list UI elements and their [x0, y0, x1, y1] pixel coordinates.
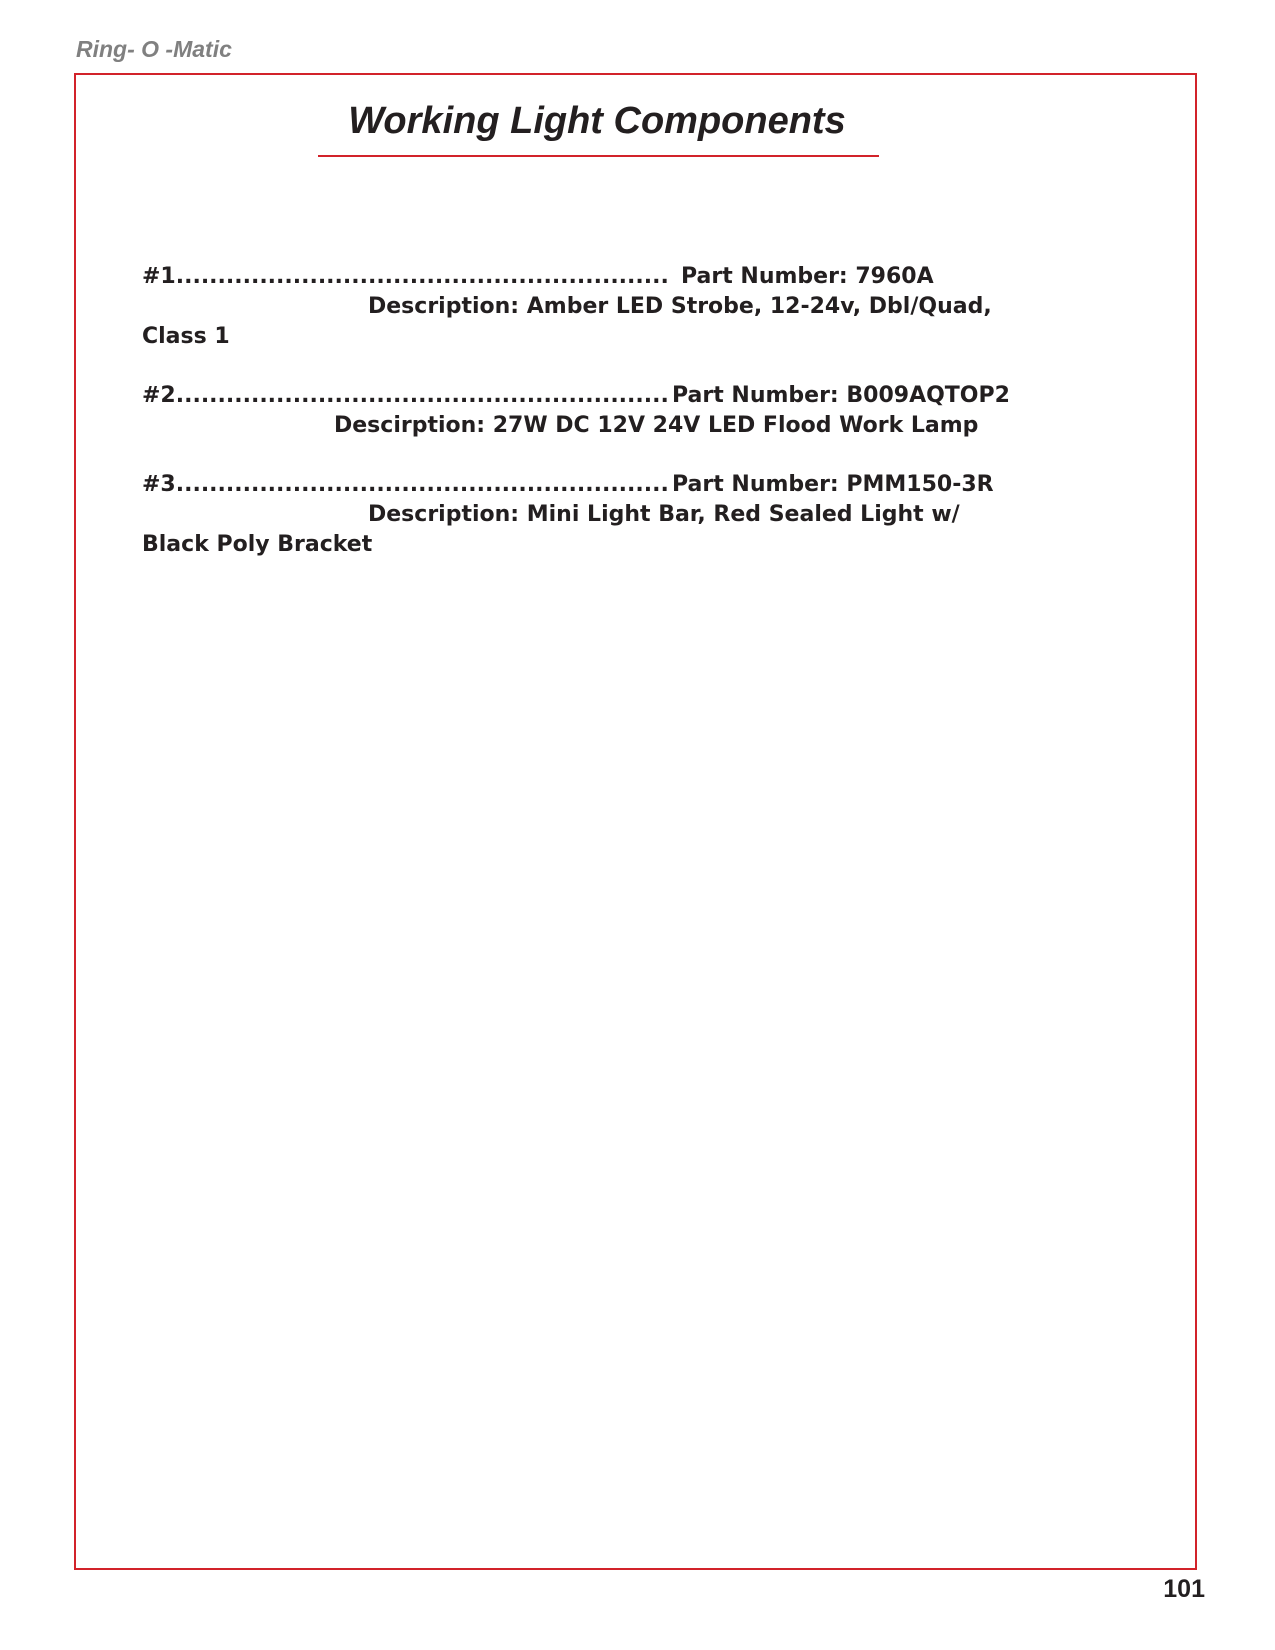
component-3-part-number: Part Number: PMM150-3R — [672, 472, 994, 497]
brand-header: Ring- O -Matic — [76, 36, 232, 62]
component-3-description-continuation: Black Poly Bracket — [142, 532, 373, 557]
component-3-description: Description: Mini Light Bar, Red Sealed Light w/ — [368, 502, 960, 527]
page-title: Working Light Components — [348, 100, 846, 142]
component-1-part-number: Part Number: 7960A — [681, 264, 934, 289]
component-2-number: #2........................................................... — [142, 383, 669, 408]
title-underline — [318, 155, 879, 157]
component-1-description: Description: Amber LED Strobe, 12-24v, Dbl/Quad, — [368, 294, 992, 319]
component-2-description: Descirption: 27W DC 12V 24V LED Flood Work Lamp — [334, 413, 979, 438]
component-1-description-continuation: Class 1 — [142, 324, 230, 349]
component-3-number: #3........................................................... — [142, 472, 669, 497]
component-1-number: #1........................................................... — [142, 264, 669, 289]
component-2-part-number: Part Number: B009AQTOP2 — [672, 383, 1010, 408]
page-number: 101 — [1163, 1575, 1205, 1603]
